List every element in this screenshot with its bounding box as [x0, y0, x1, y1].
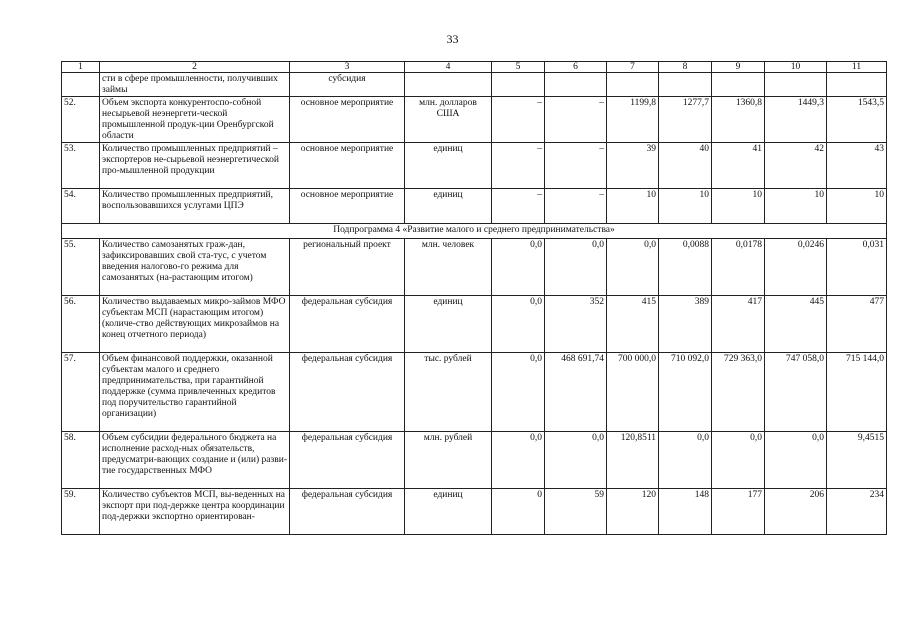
value-cell	[712, 73, 765, 97]
unit: тыс. рублей	[405, 353, 492, 432]
value-cell: –	[492, 97, 545, 143]
column-header: 4	[405, 62, 492, 73]
value-cell: 1277,7	[659, 97, 712, 143]
funding-source: основное мероприятие	[290, 97, 405, 143]
value-cell: 747 058,0	[765, 353, 827, 432]
indicator-name: сти в сфере промышленности, получивших займы	[100, 73, 290, 97]
unit: единиц	[405, 489, 492, 535]
value-cell: 715 144,0	[827, 353, 887, 432]
unit: единиц	[405, 143, 492, 189]
value-cell: 1543,5	[827, 97, 887, 143]
value-cell: 729 363,0	[712, 353, 765, 432]
subprogram-row	[62, 224, 887, 239]
value-cell: 9,4515	[827, 432, 887, 489]
value-cell: 0,0178	[712, 239, 765, 296]
column-header: 6	[545, 62, 607, 73]
table-row	[62, 432, 887, 489]
value-cell	[545, 73, 607, 97]
table-row	[62, 353, 887, 432]
funding-source: региональный проект	[290, 239, 405, 296]
table-row	[62, 97, 887, 143]
value-cell	[765, 73, 827, 97]
table-row	[62, 239, 887, 296]
row-number: 52.	[62, 97, 100, 143]
table-row	[62, 489, 887, 535]
value-cell: 417	[712, 296, 765, 353]
column-header: 2	[100, 62, 290, 73]
value-cell: 0,031	[827, 239, 887, 296]
row-number	[62, 73, 100, 97]
funding-source: субсидия	[290, 73, 405, 97]
value-cell: 43	[827, 143, 887, 189]
row-number: 59.	[62, 489, 100, 535]
value-cell: 389	[659, 296, 712, 353]
value-cell: 477	[827, 296, 887, 353]
value-cell: 445	[765, 296, 827, 353]
value-cell: 468 691,74	[545, 353, 607, 432]
column-header: 5	[492, 62, 545, 73]
value-cell: 0,0	[492, 239, 545, 296]
value-cell: 1360,8	[712, 97, 765, 143]
row-number: 58.	[62, 432, 100, 489]
value-cell: 0	[492, 489, 545, 535]
value-cell: 10	[607, 189, 659, 224]
value-cell	[607, 73, 659, 97]
value-cell: 0,0088	[659, 239, 712, 296]
value-cell: –	[545, 97, 607, 143]
value-cell: –	[492, 143, 545, 189]
table-row	[62, 296, 887, 353]
unit: единиц	[405, 189, 492, 224]
row-number: 56.	[62, 296, 100, 353]
column-header: 8	[659, 62, 712, 73]
column-header: 1	[62, 62, 100, 73]
table-row	[62, 189, 887, 224]
value-cell: 10	[765, 189, 827, 224]
indicator-name: Количество выдаваемых микро-займов МФО субъектам МСП (нарастающим итогом) (количе-ство действующих микрозаймов на конец отчетного периода)	[100, 296, 290, 353]
value-cell: 1199,8	[607, 97, 659, 143]
value-cell: 10	[659, 189, 712, 224]
row-number: 55.	[62, 239, 100, 296]
unit: млн. рублей	[405, 432, 492, 489]
value-cell: 10	[827, 189, 887, 224]
indicator-name: Количество самозанятых граж-дан, зафиксировавших свой ста-тус, с учетом введения налогово-го режима для самозанятых (на-растающим итогом)	[100, 239, 290, 296]
value-cell: 10	[712, 189, 765, 224]
value-cell: 415	[607, 296, 659, 353]
value-cell	[492, 73, 545, 97]
indicators-table	[61, 61, 887, 535]
unit: млн. человек	[405, 239, 492, 296]
value-cell: 0,0	[712, 432, 765, 489]
column-header: 3	[290, 62, 405, 73]
indicator-name: Количество промышленных предприятий, воспользовавшихся услугами ЦПЭ	[100, 189, 290, 224]
indicator-name: Количество промышленных предприятий – экспортеров не-сырьевой неэнергетической про-мышленной продукции	[100, 143, 290, 189]
value-cell: 234	[827, 489, 887, 535]
column-header: 10	[765, 62, 827, 73]
value-cell: –	[545, 143, 607, 189]
page-number: 33	[446, 32, 459, 46]
column-header: 11	[827, 62, 887, 73]
column-header: 7	[607, 62, 659, 73]
value-cell: 120,8511	[607, 432, 659, 489]
value-cell: 41	[712, 143, 765, 189]
value-cell	[827, 73, 887, 97]
table-row	[62, 143, 887, 189]
column-header: 9	[712, 62, 765, 73]
value-cell: 1449,3	[765, 97, 827, 143]
funding-source: федеральная субсидия	[290, 353, 405, 432]
value-cell: 352	[545, 296, 607, 353]
value-cell: 700 000,0	[607, 353, 659, 432]
row-number: 57.	[62, 353, 100, 432]
value-cell: 0,0	[607, 239, 659, 296]
unit: единиц	[405, 296, 492, 353]
value-cell: –	[492, 189, 545, 224]
indicator-name: Объем субсидии федерального бюджета на исполнение расход-ных обязательств, предусматри-вающих создание и (или) разви-тие государственных МФО	[100, 432, 290, 489]
indicator-name: Объем финансовой поддержки, оказанной субъектам малого и среднего предпринимательства, при гарантийной поддержке (сумма привлеченных кредитов под поручительство гарантийной организации)	[100, 353, 290, 432]
funding-source: федеральная субсидия	[290, 296, 405, 353]
column-number-header	[62, 62, 887, 73]
value-cell: 0,0246	[765, 239, 827, 296]
unit	[405, 73, 492, 97]
funding-source: основное мероприятие	[290, 189, 405, 224]
value-cell	[659, 73, 712, 97]
value-cell: 0,0	[492, 432, 545, 489]
value-cell: 206	[765, 489, 827, 535]
indicator-name: Объем экспорта конкурентоспо-собной несырьевой неэнергети-ческой промышленной продук-ции Оренбургской области	[100, 97, 290, 143]
value-cell: 0,0	[492, 296, 545, 353]
value-cell: 0,0	[765, 432, 827, 489]
row-number: 53.	[62, 143, 100, 189]
funding-source: федеральная субсидия	[290, 489, 405, 535]
value-cell: 0,0	[492, 353, 545, 432]
funding-source: основное мероприятие	[290, 143, 405, 189]
subprogram-title: Подпрограмма 4 «Развитие малого и среднего предпринимательства»	[62, 224, 887, 239]
value-cell: 40	[659, 143, 712, 189]
row-number: 54.	[62, 189, 100, 224]
indicator-name: Количество субъектов МСП, вы-веденных на экспорт при под-держке центра координации под-держки экспортно ориентирован-	[100, 489, 290, 535]
value-cell: 710 092,0	[659, 353, 712, 432]
value-cell: 59	[545, 489, 607, 535]
value-cell: 120	[607, 489, 659, 535]
value-cell: 148	[659, 489, 712, 535]
table-row	[62, 73, 887, 97]
value-cell: –	[545, 189, 607, 224]
value-cell: 42	[765, 143, 827, 189]
value-cell: 0,0	[545, 432, 607, 489]
value-cell: 0,0	[659, 432, 712, 489]
unit: млн. долларов США	[405, 97, 492, 143]
funding-source: федеральная субсидия	[290, 432, 405, 489]
value-cell: 39	[607, 143, 659, 189]
value-cell: 177	[712, 489, 765, 535]
value-cell: 0,0	[545, 239, 607, 296]
